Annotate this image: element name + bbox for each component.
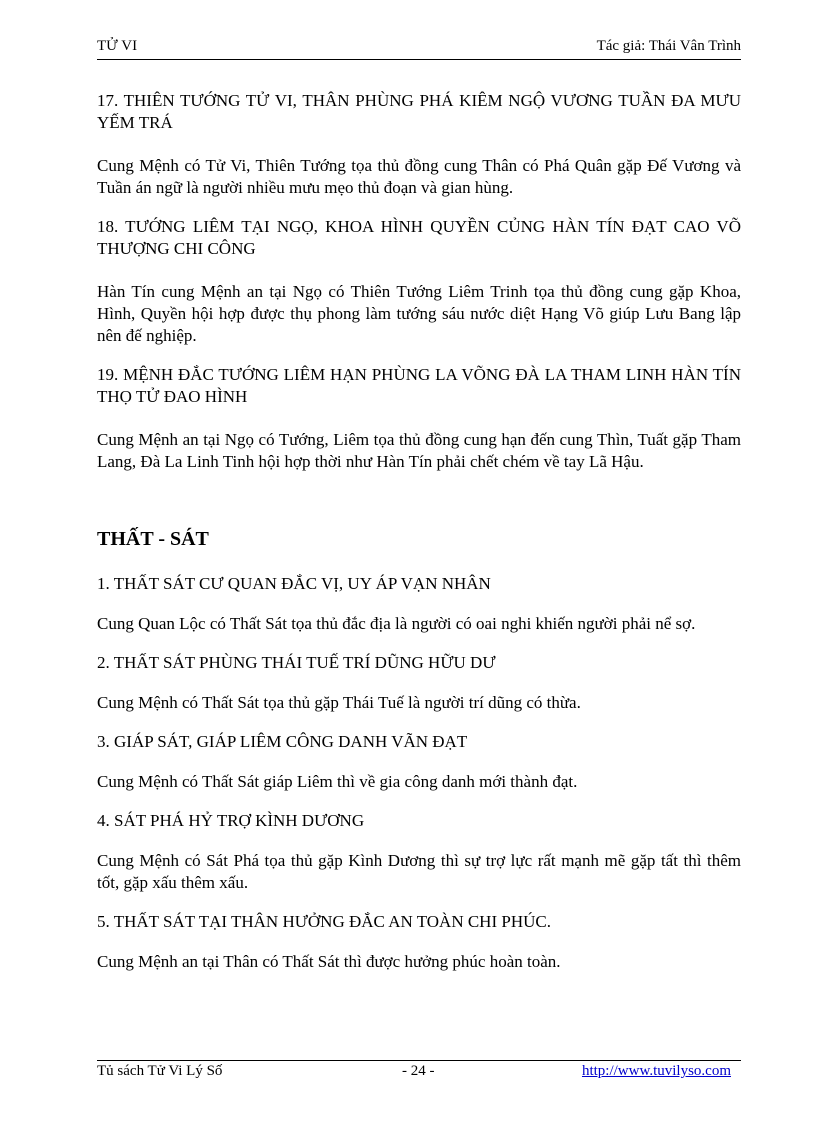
item-text: Hàn Tín cung Mệnh an tại Ngọ có Thiên Tướng Liêm Trinh tọa thủ đồng cung gặp Khoa, Hình, Quyền hội hợp được thụ phong làm tướng sáu nước diệt Hạng Võ giúp Lưu Bang lập nên đế nghiệp. bbox=[97, 282, 741, 345]
section-item-heading: 3. GIÁP SÁT, GIÁP LIÊM CÔNG DANH VÃN ĐẠT bbox=[97, 732, 468, 751]
section-item-text: Cung Mệnh có Thất Sát tọa thủ gặp Thái Tuế là người trí dũng có thừa. bbox=[97, 693, 581, 712]
item-heading: 19. MỆNH ĐẮC TƯỚNG LIÊM HẠN PHÙNG LA VÕNG ĐÀ LA THAM LINH HÀN TÍN THỌ TỬ ĐAO HÌNH bbox=[97, 365, 741, 406]
item-text: Cung Mệnh có Tử Vi, Thiên Tướng tọa thủ đồng cung Thân có Phá Quân gặp Đế Vương và Tuần án ngữ là người nhiều mưu mẹo thủ đoạn và gian hùng. bbox=[97, 156, 741, 197]
section-item-heading: 4. SÁT PHÁ HỶ TRỢ KÌNH DƯƠNG bbox=[97, 811, 365, 830]
section-item-text: Cung Mệnh có Thất Sát giáp Liêm thì về gia công danh mới thành đạt. bbox=[97, 772, 578, 791]
section-item-heading: 5. THẤT SÁT TẠI THÂN HƯỞNG ĐẮC AN TOÀN CHI PHÚC. bbox=[97, 912, 551, 931]
item-text: Cung Mệnh an tại Ngọ có Tướng, Liêm tọa thủ đồng cung hạn đến cung Thìn, Tuất gặp Tham Lang, Đà La Linh Tinh hội hợp thời như Hàn Tín phải chết chém về tay Lã Hậu. bbox=[97, 430, 741, 471]
header-author: Tác giả: Thái Vân Trình bbox=[596, 38, 741, 54]
page-footer bbox=[97, 1060, 741, 1085]
header-title: TỬ VI bbox=[97, 38, 138, 54]
section-item-heading: 2. THẤT SÁT PHÙNG THÁI TUẾ TRÍ DŨNG HỮU DƯ bbox=[97, 653, 496, 672]
footer-book-title: Tủ sách Tử Vi Lý Số bbox=[97, 1063, 223, 1079]
website-link[interactable]: http://www.tuvilyso.com bbox=[581, 1063, 731, 1079]
section-item-text: Cung Mệnh có Sát Phá tọa thủ gặp Kình Dương thì sự trợ lực rất mạnh mẽ gặp tất thì thêm tốt, gặp xấu thêm xấu. bbox=[97, 851, 741, 892]
section-item-heading: 1. THẤT SÁT CƯ QUAN ĐẮC VỊ, UY ÁP VẠN NHÂN bbox=[97, 574, 491, 593]
section-title: THẤT - SÁT bbox=[97, 528, 209, 550]
section-item-text: Cung Quan Lộc có Thất Sát tọa thủ đắc địa là người có oai nghi khiến người phải nể sợ. bbox=[97, 614, 696, 633]
section-item-text: Cung Mệnh an tại Thân có Thất Sát thì được hưởng phúc hoàn toàn. bbox=[97, 952, 561, 971]
page-header bbox=[97, 35, 741, 60]
page-content bbox=[97, 90, 741, 973]
item-heading: 18. TƯỚNG LIÊM TẠI NGỌ, KHOA HÌNH QUYỀN CỦNG HÀN TÍN ĐẠT CAO VÕ THƯỢNG CHI CÔNG bbox=[97, 217, 741, 258]
page-number: - 24 - bbox=[402, 1063, 435, 1079]
item-heading: 17. THIÊN TƯỚNG TỬ VI, THÂN PHÙNG PHÁ KIÊM NGỘ VƯƠNG TUẦN ĐA MƯU YẾM TRÁ bbox=[97, 91, 741, 132]
